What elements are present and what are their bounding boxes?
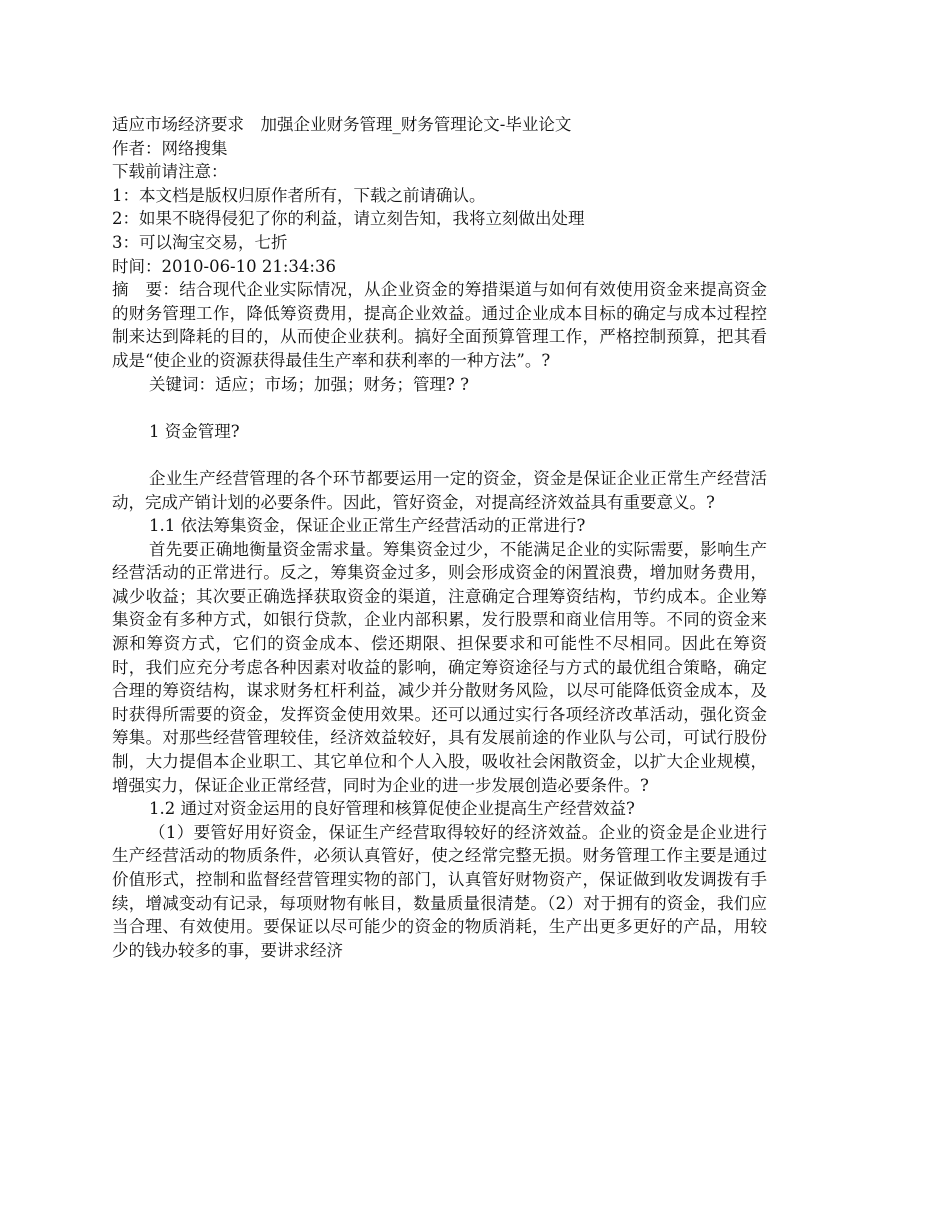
body-paragraph-3: （1）要管好用好资金，保证生产经营取得较好的经济效益。企业的资金是企业进行生产经营活动的物质条件，必须认真管好，使之经常完整无损。财务管理工作主要是通过价值形式，控制和监督经营管理实物的部门，认真管好财物资产，保证做到收发调拨有手续，增减变动有记录，每项财物有帐目，数量质量很清楚。（2）对于拥有的资金，我们应当合理、有效使用。要保证以尽可能少的资金的物质消耗，生产出更多更好的产品，用较少的钱办较多的事，要讲求经济 [112, 822, 767, 960]
body-paragraph-2: 首先要正确地衡量资金需求量。筹集资金过少，不能满足企业的实际需要，影响生产经营活动的正常进行。反之，筹集资金过多，则会形成资金的闲置浪费，增加财务费用，减少收益；其次要正确选择获取资金的渠道，注意确定合理筹资结构，节约成本。企业筹集资金有多种方式，如银行贷款，企业内部积累，发行股票和商业信用等。不同的资金来源和筹资方式，它们的资金成本、偿还期限、担保要求和可能性不尽相同。因此在筹资时，我们应充分考虑各种因素对收益的影响，确定筹资途径与方式的最优组合策略，确定合理的筹资结构，谋求财务杠杆利益，减少并分散财务风险，以尽可能降低资金成本，及时获得所需要的资金，发挥资金使用效果。还可以通过实行各项经济改革活动，强化资金筹集。对那些经营管理较佳，经济效益较好，具有发展前途的作业队与公司，可试行股份制，大力提倡本企业职工、其它单位和个人入股，吸收社会闲散资金，以扩大企业规模，增强实力，保证企业正常经营，同时为企业的进一步发展创造必要条件。? [112, 539, 767, 795]
notice-header: 下载前请注意： [112, 162, 228, 182]
document-title: 适应市场经济要求 加强企业财务管理_财务管理论文-毕业论文 [112, 115, 572, 134]
notice-item-3: 3：可以淘宝交易，七折 [112, 232, 288, 252]
section-heading-1-1: 1.1 依法筹集资金，保证企业正常生产经营活动的正常进行? [149, 516, 586, 536]
abstract-paragraph: 摘 要：结合现代企业实际情况，从企业资金的筹措渠道与如何有效使用资金来提高资金的财务管理工作，降低筹资费用，提高企业效益。通过企业成本目标的确定与成本过程控制来达到降耗的目的，从而使企业获利。搞好全面预算管理工作，严格控制预算，把其看成是“使企业的资源获得最佳生产率和获利率的一种方法”。? [112, 280, 767, 370]
section-heading-1-2: 1.2 通过对资金运用的良好管理和核算促使企业提高生产经营效益? [149, 799, 635, 819]
time-line: 时间：2010-06-10 21:34:36 [112, 256, 336, 276]
notice-item-1: 1：本文档是版权归原作者所有，下载之前请确认。 [112, 185, 486, 205]
body-paragraph-1: 企业生产经营管理的各个环节都要运用一定的资金，资金是保证企业正常生产经营活动，完成产销计划的必要条件。因此，管好资金，对提高经济效益具有重要意义。? [112, 468, 767, 512]
document-page [112, 113, 767, 962]
section-heading-1: 1 资金管理? [149, 421, 240, 441]
blank-line [112, 443, 767, 467]
blank-line [112, 396, 767, 420]
keywords-line: 关键词：适应；市场；加强；财务；管理? ? [149, 374, 469, 394]
notice-item-2: 2：如果不晓得侵犯了你的利益，请立刻告知，我将立刻做出处理 [112, 209, 585, 229]
author-line: 作者：网络搜集 [112, 138, 228, 158]
